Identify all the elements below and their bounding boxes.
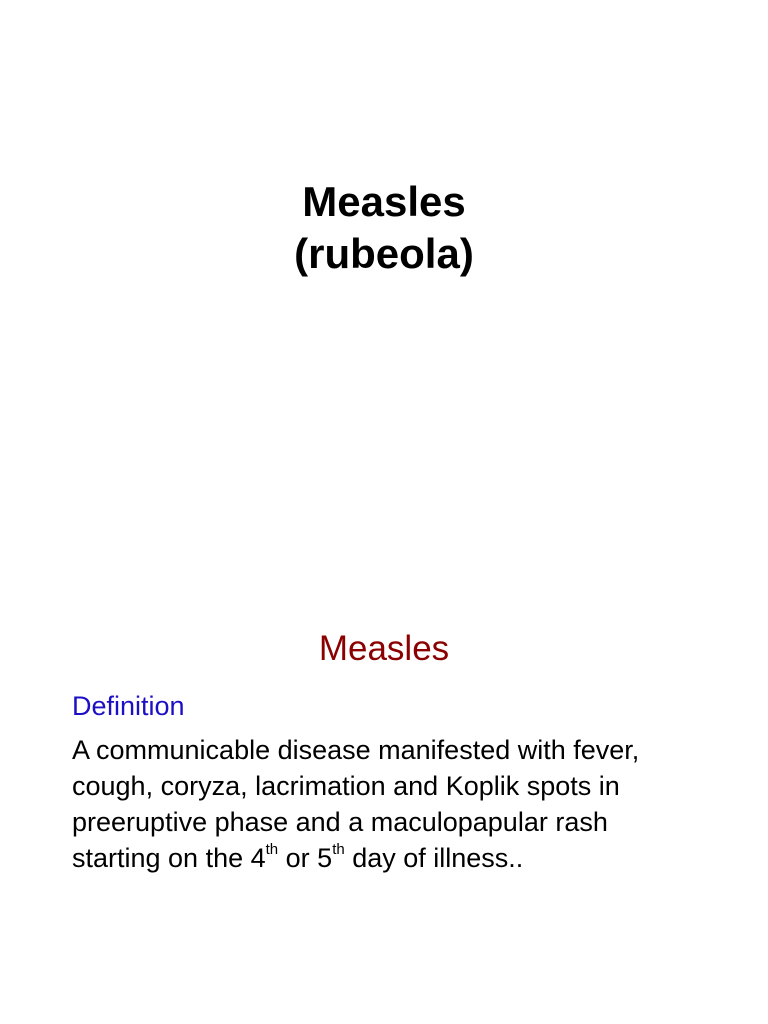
definition-text — [72, 732, 732, 876]
slide-title — [0, 176, 768, 280]
definition-line: preeruptive phase and a maculopapular rash — [72, 807, 608, 837]
definition-slide-title: Measles — [318, 629, 450, 668]
definition-line: cough, coryza, lacrimation and Koplik spots in — [72, 771, 620, 801]
onset-text-part: day of illness.. — [344, 843, 524, 873]
definition-label: Definition — [72, 691, 185, 721]
ordinal-superscript: th — [265, 841, 279, 858]
definition-line-onset — [72, 840, 732, 876]
onset-text-part: starting on the 4 — [72, 843, 266, 873]
onset-text-part: or 5 — [278, 843, 333, 873]
definition-slide — [0, 512, 768, 1024]
title-line-rubeola: (rubeola) — [294, 230, 474, 277]
definition-line: A communicable disease manifested with fever, — [72, 735, 640, 765]
ordinal-superscript: th — [332, 841, 345, 858]
title-line-measles: Measles — [302, 178, 466, 225]
